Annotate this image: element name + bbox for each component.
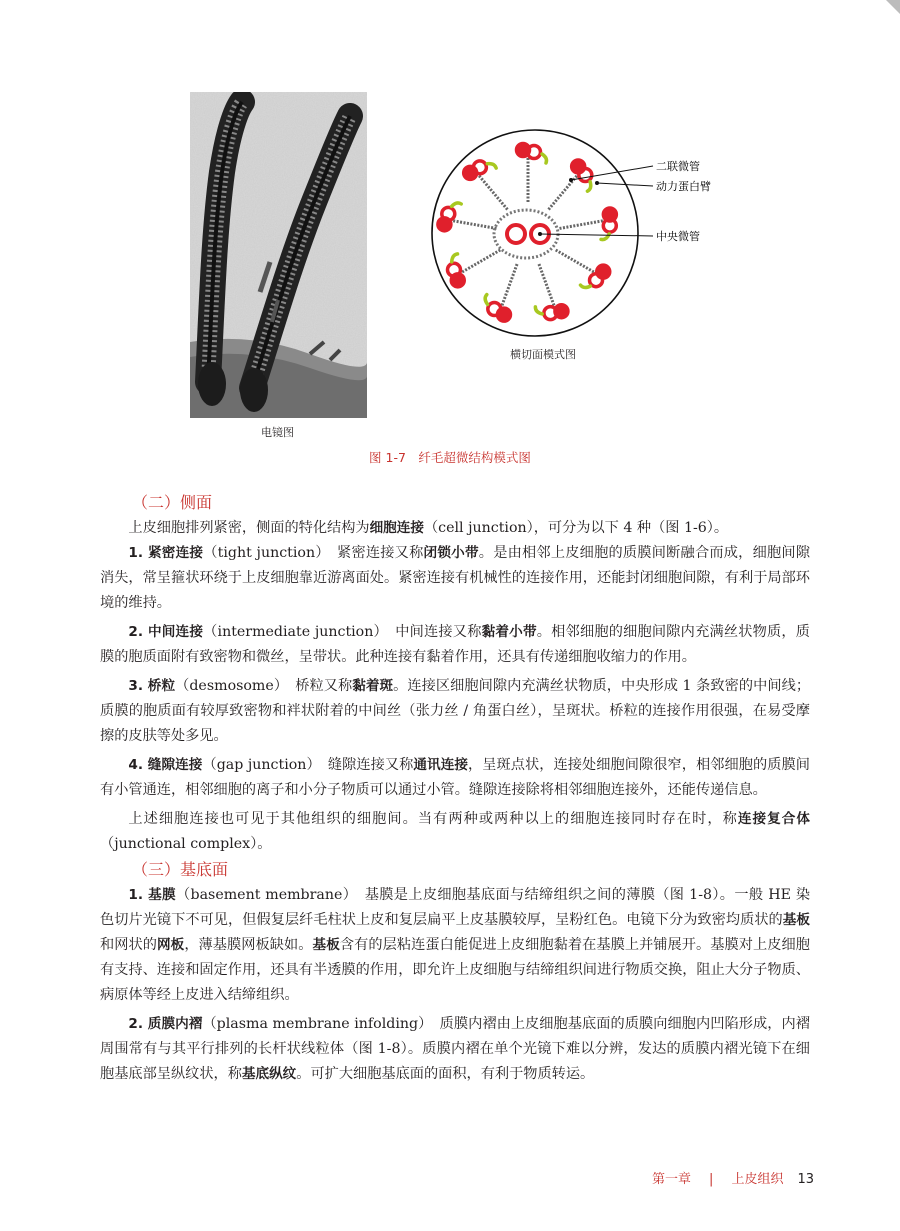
paragraph-basement-membrane: 1. 基膜（basement membrane） 基膜是上皮细胞基底面与结缔组织之间的薄膜（图 1-8）。一般 HE 染色切片光镜下不可见，但假复层纤毛柱状上皮和复层扁平上皮基膜较厚，呈粉红色。电镜下分为致密均质状的基板和网状的网板，薄基膜网板缺如。基板含有的层粘连蛋白能促进上皮细胞黏着在基膜上并铺展开。基膜对上皮细胞有支持、连接和固定作用，还具有半透膜的作用，即允许上皮细胞与结缔组织间进行物质交换，阻止大分子物质、病原体等经上皮进入结缔组织。 xyxy=(100,887,811,1003)
figure-caption: 图 1-7 纤毛超微结构模式图 xyxy=(369,450,531,465)
footer-chapter-title: 上皮组织 xyxy=(731,1172,784,1187)
section-heading-lateral: （二）侧面 xyxy=(132,493,213,512)
doublet-microtubule xyxy=(438,218,451,231)
paragraph-lateral-intro: 上皮细胞排列紧密，侧面的特化结构为细胞连接（cell junction），可分为以下 4 种（图 1-6）。 xyxy=(128,520,729,536)
doublet-microtubule xyxy=(497,308,510,321)
electron-micrograph-caption: 电镜图 xyxy=(261,426,294,439)
paragraph-membrane-infolding: 2. 质膜内褶（plasma membrane infolding） 质膜内褶由上皮细胞基底面的质膜向细胞内凹陷形成，内褶周围常有与其平行排列的长杆状线粒体（图 1-8）。质膜内褶在单个光镜下难以分辨，发达的质膜内褶光镜下在细胞基底部呈纵纹状，称基底纵纹。可扩大细胞基底面的面积，有利于物质转运。 xyxy=(100,1016,810,1082)
label-doublet: 二联微管 xyxy=(656,160,700,173)
label-dynein: 动力蛋白臂 xyxy=(656,180,711,193)
paragraph-gap-junction: 4. 缝隙连接（gap junction） 缝隙连接又称通讯连接，呈斑点状，连接处细胞间隙很窄，相邻细胞的质膜间有小管通连，相邻细胞的离子和小分子物质可以通过小管。缝隙连接除将相邻细胞连接外，还能传递信息。 xyxy=(100,757,810,798)
page-corner-decoration xyxy=(886,0,900,14)
doublet-microtubule xyxy=(597,265,610,278)
doublet-microtubule xyxy=(464,166,477,179)
paragraph-junctional-complex: 上述细胞连接也可见于其他组织的细胞间。当有两种或两种以上的细胞连接同时存在时，称连接复合体（junctional complex）。 xyxy=(100,811,810,852)
electron-micrograph-image xyxy=(190,92,367,418)
doublet-microtubule xyxy=(517,144,530,157)
label-central: 中央微管 xyxy=(656,230,700,243)
footer-chapter: 第一章 xyxy=(652,1172,692,1187)
doublet-microtubule xyxy=(555,305,568,318)
page-number: 13 xyxy=(797,1172,814,1187)
doublet-microtubule xyxy=(572,160,585,173)
doublet-microtubule xyxy=(451,274,464,287)
cilium-cross-section-diagram xyxy=(430,126,720,341)
doublet-microtubule xyxy=(603,208,616,221)
footer-separator: | xyxy=(709,1172,714,1187)
paragraph-intermediate-junction: 2. 中间连接（intermediate junction） 中间连接又称黏着小带。相邻细胞的细胞间隙内充满丝状物质，质膜的胞质面附有致密物和微丝，呈带状。此种连接有黏着作用，还具有传递细胞收缩力的作用。 xyxy=(100,624,810,665)
body-text xyxy=(100,490,810,1091)
cross-section-caption: 横切面模式图 xyxy=(510,348,576,361)
paragraph-desmosome: 3. 桥粒（desmosome） 桥粒又称黏着斑。连接区细胞间隙内充满丝状物质，中央形成 1 条致密的中间线；质膜的胞质面有较厚致密物和袢状附着的中间丝（张力丝 / 角蛋白丝），呈斑状。桥粒的连接作用很强，在易受摩擦的皮肤等处多见。 xyxy=(100,678,811,744)
page-footer xyxy=(652,1168,814,1187)
paragraph-tight-junction: 1. 紧密连接（tight junction） 紧密连接又称闭锁小带。是由相邻上皮细胞的质膜间断融合而成，细胞间隙消失，常呈箍状环绕于上皮细胞靠近游离面处。紧密连接有机械性的连接作用，还能封闭细胞间隙，有利于局部环境的维持。 xyxy=(100,545,811,611)
section-heading-basal: （三）基底面 xyxy=(132,860,229,879)
